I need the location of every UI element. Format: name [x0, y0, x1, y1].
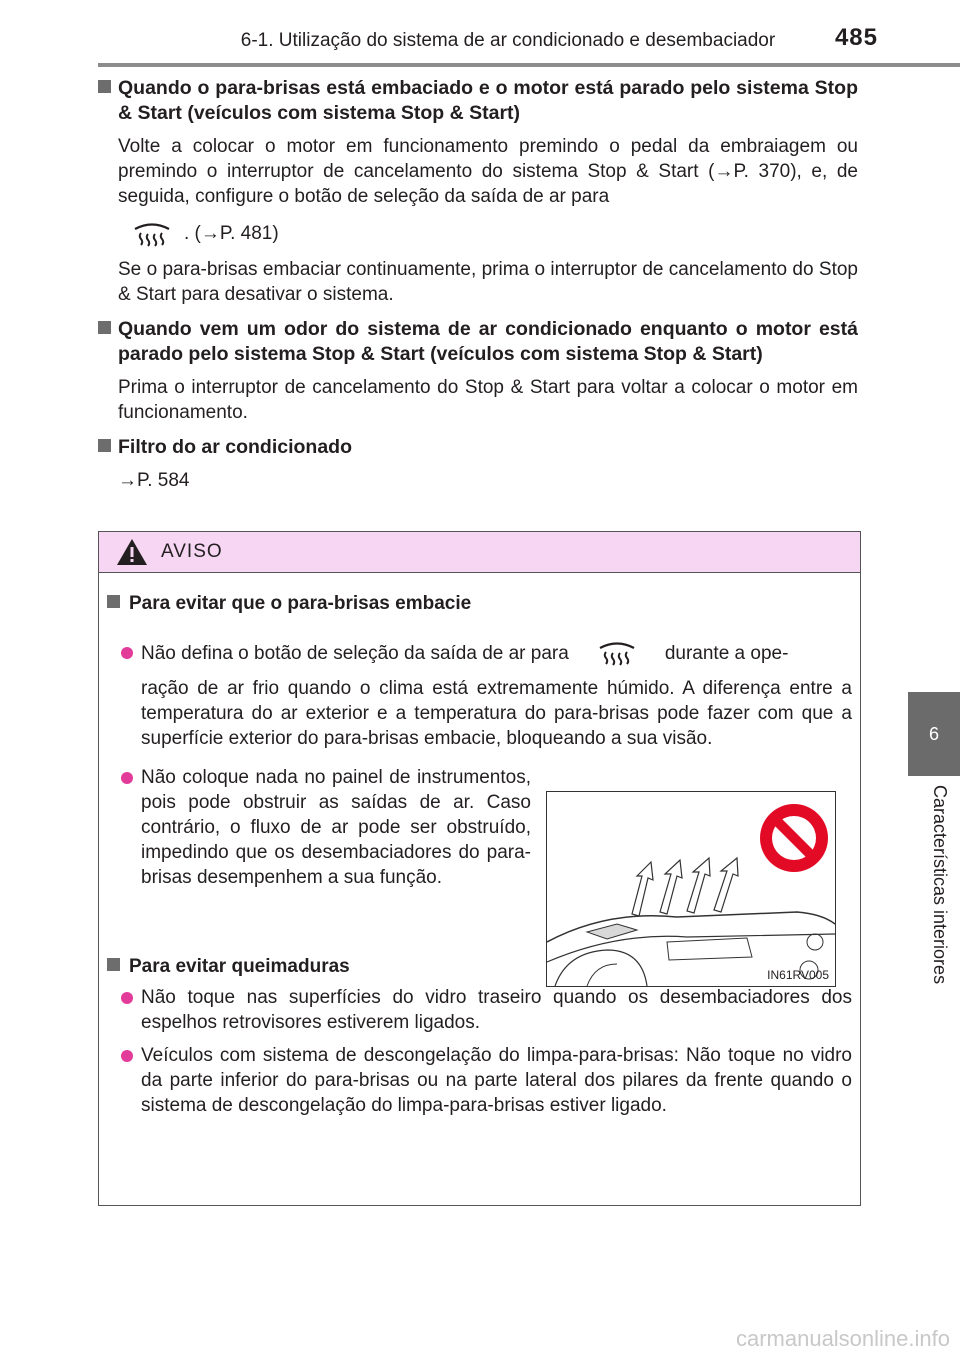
- bullet-dot-icon: [121, 765, 141, 890]
- square-bullet-icon: [107, 954, 129, 979]
- square-bullet-icon: [107, 591, 129, 616]
- warning-bullet: Não defina o botão de seleção da saída de ar para durante a ope-: [121, 638, 852, 668]
- warning-bullet: Não coloque nada no painel de instrumentos, pois pode obstruir as saídas de ar. Caso contrário, o fluxo de ar pode ser obstruído, impedindo que os desembaciadores do para-brisas desempenhem a sua função.: [121, 765, 531, 890]
- page-reference: →P. 584: [118, 470, 190, 491]
- dashboard-vents-illustration: [547, 792, 835, 986]
- chapter-number: 6: [928, 723, 939, 744]
- section-heading: Quando vem um odor do sistema de ar condicionado enquanto o motor está parado pelo sistema Stop & Start (veículos com sistema Stop & Start): [98, 317, 858, 367]
- square-bullet-icon: [98, 76, 118, 126]
- header-rule: [98, 63, 960, 67]
- section-heading: Filtro do ar condicionado: [98, 435, 858, 460]
- section-paragraph: Se o para-brisas embaciar continuamente, prima o interruptor de cancelamento do Stop & Start para desativar o sistema.: [118, 259, 858, 305]
- warning-bullet: Veículos com sistema de descongelação do limpa-para-brisas: Não toque no vidro da parte inferior do para-brisas ou na parte lateral dos pilares da frente quando o sistema de descongelação do limpa-para-brisas estiver ligado.: [121, 1043, 852, 1118]
- windshield-defroster-icon: [597, 638, 637, 668]
- main-content: [98, 76, 858, 493]
- chapter-label: Características interiores: [930, 785, 950, 985]
- dashboard-illustration: [546, 791, 836, 987]
- page-header-title: 6-1. Utilização do sistema de ar condicionado e desembaciador: [240, 30, 776, 51]
- section-paragraph: Prima o interruptor de cancelamento do Stop & Start para voltar a colocar o motor em funcionamento.: [118, 377, 858, 423]
- section-heading: Quando o para-brisas está embaciado e o motor está parado pelo sistema Stop & Start (veículos com sistema Stop & Start): [98, 76, 858, 126]
- warning-header: [99, 532, 860, 573]
- warning-label: AVISO: [161, 541, 223, 562]
- illustration-code: IN61RV005: [767, 968, 829, 982]
- bullet-dot-icon: [121, 985, 141, 1035]
- bullet-dot-icon: [121, 1043, 141, 1118]
- page-number: 485: [834, 24, 878, 51]
- square-bullet-icon: [98, 317, 118, 367]
- warning-triangle-icon: [115, 537, 149, 567]
- warning-bullet-continuation: ração de ar frio quando o clima está extremamente húmido. A diferença entre a temperatura do ar exterior e a temperatura do para-brisas pode fazer com que a superfície exterior do para-brisas embacie, bloqueando a sua visão.: [141, 678, 852, 749]
- square-bullet-icon: [98, 435, 118, 460]
- bullet-dot-icon: [121, 647, 141, 659]
- warning-box: [98, 531, 861, 1206]
- defroster-reference: . (→P. 481): [132, 219, 858, 249]
- watermark: carmanualsonline.info: [735, 1326, 950, 1351]
- warning-subheading: Para evitar que o para-brisas embacie: [107, 591, 852, 616]
- chapter-tab: [908, 692, 960, 776]
- windshield-defroster-icon: [132, 219, 172, 249]
- warning-bullet: Não toque nas superfícies do vidro traseiro quando os desembaciadores dos espelhos retrovisores estiverem ligados.: [121, 985, 852, 1035]
- warning-subheading: Para evitar queimaduras: [107, 954, 852, 979]
- section-paragraph: Volte a colocar o motor em funcionamento premindo o pedal da embraiagem ou premindo o interruptor de cancelamento do sistema Stop & Start (→P. 370), e, de seguida, configure o botão de seleção da saída de ar para: [118, 136, 858, 207]
